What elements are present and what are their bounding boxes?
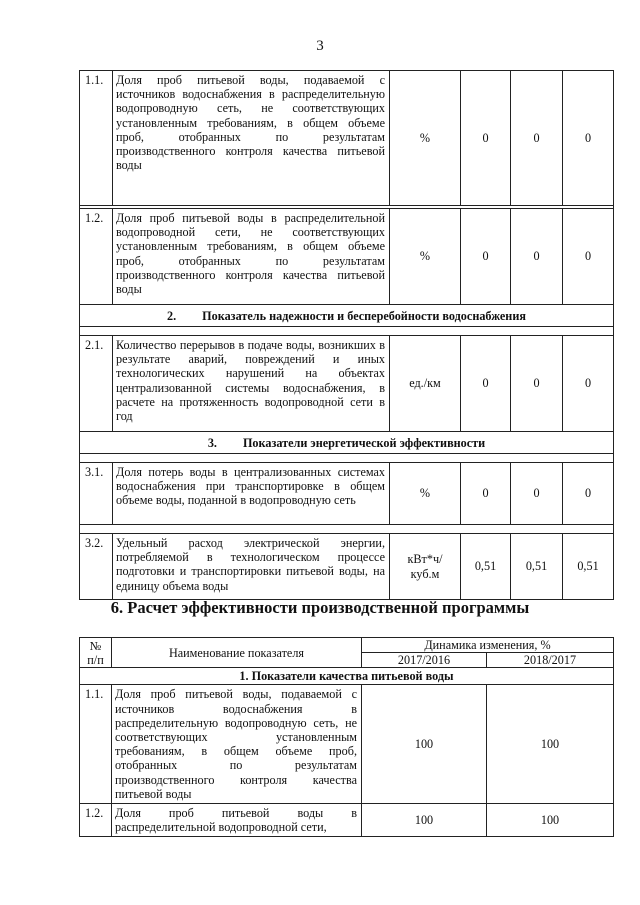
unit-cell: % [390, 209, 461, 305]
row-number: 1.1. [80, 71, 113, 206]
section-label: Показатели энергетической эффективности [242, 435, 486, 450]
row-number: 1.2. [80, 804, 112, 837]
header-period: 2018/2017 [487, 653, 614, 668]
table-row [80, 463, 614, 525]
indicator-description: Удельный расход электрической энергии, потребляемой в технологическом процессе подготовки и транспортировки питьевой воды, на единицу объема воды [113, 534, 390, 600]
table-row [80, 804, 614, 837]
indicator-description: Доля проб питьевой воды в распределительной водопроводной сети, не соответствующих установленным требованиям, в общем объеме проб, отобранных по результатам производственного контроля качества питьевой воды [113, 209, 390, 305]
indicator-description: Доля проб питьевой воды, подаваемой с источников водоснабжения в распределительную водопроводную сеть, не соответствующих установленным требованиям, в общем объеме проб, отобранных по результатам производственного контроля качества питьевой воды [112, 685, 362, 804]
table-row [80, 534, 614, 600]
header-number [80, 638, 112, 668]
value-cell: 0,51 [563, 534, 614, 600]
value-cell: 0 [461, 463, 511, 525]
section-number: 2. [167, 308, 177, 323]
page-number: 3 [316, 38, 324, 54]
value-cell: 0 [563, 463, 614, 525]
row-number: 3.1. [80, 463, 113, 525]
value-cell: 0 [563, 336, 614, 432]
unit-cell: % [390, 463, 461, 525]
value-cell: 100 [362, 804, 487, 837]
header-period: 2017/2016 [362, 653, 487, 668]
indicator-description: Доля потерь воды в централизованных системах водоснабжения при транспортировке в общем объеме воды, поданной в водопроводную сеть [113, 463, 390, 525]
unit-cell: % [390, 71, 461, 206]
value-cell: 0 [461, 336, 511, 432]
value-cell: 0,51 [511, 534, 563, 600]
value-cell: 0 [461, 209, 511, 305]
unit-cell [390, 534, 461, 600]
unit-line: кВт*ч/ [407, 552, 443, 567]
table-row [80, 336, 614, 432]
indicator-description: Доля проб питьевой воды, подаваемой с источников водоснабжения в распределительную водопроводную сеть, не соответствующих установленным требованиям, в общем объеме проб, отобранных по результатам производственного контроля качества питьевой воды [113, 71, 390, 206]
unit-line: куб.м [410, 566, 440, 581]
section-title: 1. Показатели качества питьевой воды [80, 668, 614, 685]
section-title [80, 432, 614, 454]
value-cell: 0 [511, 71, 563, 206]
value-cell: 100 [362, 685, 487, 804]
section-row [80, 305, 614, 327]
table-row [80, 209, 614, 305]
value-cell: 0,51 [461, 534, 511, 600]
row-number: 2.1. [80, 336, 113, 432]
header-dynamics: Динамика изменения, % [362, 638, 614, 653]
efficiency-table [79, 637, 614, 837]
section-number: 3. [207, 435, 217, 450]
value-cell: 100 [487, 804, 614, 837]
header-number-line: № [89, 638, 102, 653]
indicator-description: Количество перерывов в подаче воды, возникших в результате аварий, повреждений и иных технологических нарушений на объектах централизованной системы водоснабжения, в расчете на протяженность водопроводной сети в год [113, 336, 390, 432]
table-row [80, 685, 614, 804]
row-number: 3.2. [80, 534, 113, 600]
row-number: 1.1. [80, 685, 112, 804]
section-title [80, 305, 614, 327]
value-cell: 0 [511, 463, 563, 525]
indicators-table [79, 70, 614, 600]
value-cell: 0 [511, 336, 563, 432]
row-number: 1.2. [80, 209, 113, 305]
indicator-description: Доля проб питьевой воды в распределительной водопроводной сети, [112, 804, 362, 837]
value-cell: 100 [487, 685, 614, 804]
value-cell: 0 [461, 71, 511, 206]
value-cell: 0 [511, 209, 563, 305]
value-cell: 0 [563, 209, 614, 305]
header-number-line: п/п [87, 652, 104, 667]
header-name: Наименование показателя [112, 638, 362, 668]
table-row [80, 71, 614, 206]
section-heading: 6. Расчет эффективности производственной программы [110, 598, 530, 617]
value-cell: 0 [563, 71, 614, 206]
section-label: Показатель надежности и бесперебойности водоснабжения [202, 308, 526, 323]
section-row [80, 432, 614, 454]
unit-cell: ед./км [390, 336, 461, 432]
